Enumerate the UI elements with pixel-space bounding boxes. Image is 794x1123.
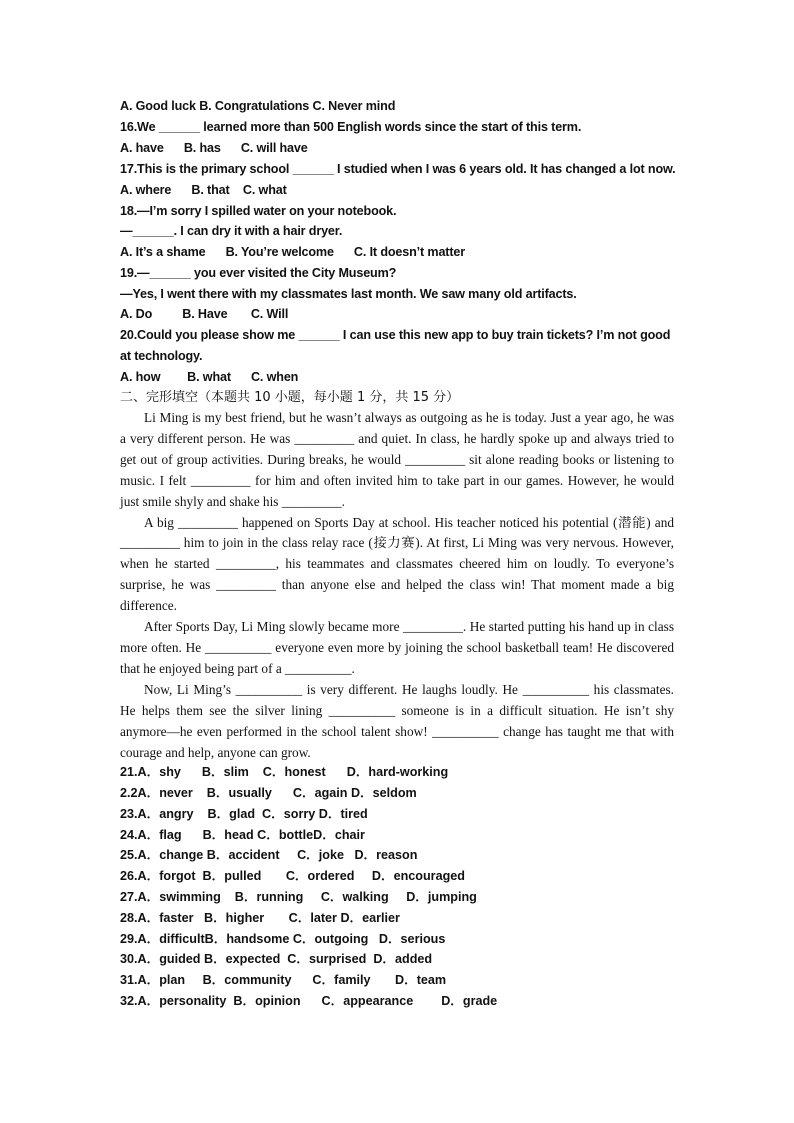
- question-line: —Yes, I went there with my classmates last month. We saw many old artifacts.: [120, 287, 577, 301]
- option-line: 27.A．swimming B．running C．walking D．jumping: [120, 890, 477, 904]
- option-line: 30.A．guided B．expected C．surprised D．added: [120, 952, 433, 966]
- option-line: 31.A．plan B．community C．family D．team: [120, 973, 447, 987]
- option-line: 26.A．forgot B．pulled C．ordered D．encouraged: [120, 869, 465, 883]
- option-line: 21.A．shy B．slim C．honest D．hard-working: [120, 765, 449, 779]
- question-line: 20.Could you please show me ______ I can use this new app to buy train tickets? I’m not good: [120, 328, 671, 342]
- passage-paragraph: A big _________ happened on Sports Day at school. His teacher noticed his potential (潜能) and _________ him to join in the class relay race (接力赛). At first, Li Ming was very nervous. However, when he started _________, his teammates and classmates cheered him on loudly. To everyone’s surprise, he was _________ than anyone else and helped the class win! That moment made a big difference.: [120, 514, 674, 614]
- option-line: 25.A．change B．accident C．joke D．reason: [120, 848, 418, 862]
- question-line: at technology.: [120, 349, 203, 363]
- option-line: 23.A．angry B．glad C．sorry D．tired: [120, 807, 368, 821]
- question-line: —______. I can dry it with a hair dryer.: [120, 224, 343, 238]
- option-line: 2.2A．never B．usually C．again D．seldom: [120, 786, 417, 800]
- passage-paragraph: Li Ming is my best friend, but he wasn’t always as outgoing as he is today. Just a year ago, he was a very different person. He was _________ and quiet. In class, he hardly spoke up and always tried to get out of group activities. During breaks, he would _________ sit alone reading books or listening to music. I felt _________ for him and often invited him to take part in our games. However, he would just smile shyly and shake his _________.: [120, 410, 674, 509]
- question-line: 16.We ______ learned more than 500 English words since the start of this term.: [120, 120, 582, 134]
- question-line: A. It’s a shame B. You’re welcome C. It doesn’t matter: [120, 245, 465, 259]
- passage-paragraph: Now, Li Ming’s __________ is very different. He laughs loudly. He __________ his classmates. He helps them see the silver lining __________ someone is in a difficult situation. He isn’t shy anymore—he even performed in the school talent show! __________ change has taught me that with courage and help, anyone can grow.: [120, 681, 674, 760]
- option-line: 28.A．faster B．higher C．later D．earlier: [120, 911, 400, 925]
- option-line: 29.A．difficultB．handsome C．outgoing D．serious: [120, 932, 446, 946]
- cloze-passage: [120, 408, 674, 763]
- passage-paragraph: After Sports Day, Li Ming slowly became more _________. He started putting his hand up in class more often. He __________ everyone even more by joining the school basketball team! He discovered that he enjoyed being part of a __________.: [120, 619, 674, 676]
- question-line: A. where B. that C. what: [120, 183, 287, 197]
- question-line: A. Do B. Have C. Will: [120, 307, 289, 321]
- option-line: 32.A．personality B．opinion C．appearance D．grade: [120, 994, 498, 1008]
- question-line: 18.—I’m sorry I spilled water on your notebook.: [120, 204, 397, 218]
- question-line: 19.—______ you ever visited the City Museum?: [120, 266, 397, 280]
- option-line: 24.A．flag B．head C．bottleD．chair: [120, 828, 365, 842]
- question-line: 17.This is the primary school ______ I studied when I was 6 years old. It has changed a lot now.: [120, 162, 676, 176]
- section-heading: 二、完形填空（本题共 10 小题，每小题 1 分，共 15 分）: [120, 390, 460, 405]
- question-line: A. have B. has C. will have: [120, 141, 308, 155]
- question-line: A. Good luck B. Congratulations C. Never mind: [120, 99, 396, 113]
- question-line: A. how B. what C. when: [120, 370, 299, 384]
